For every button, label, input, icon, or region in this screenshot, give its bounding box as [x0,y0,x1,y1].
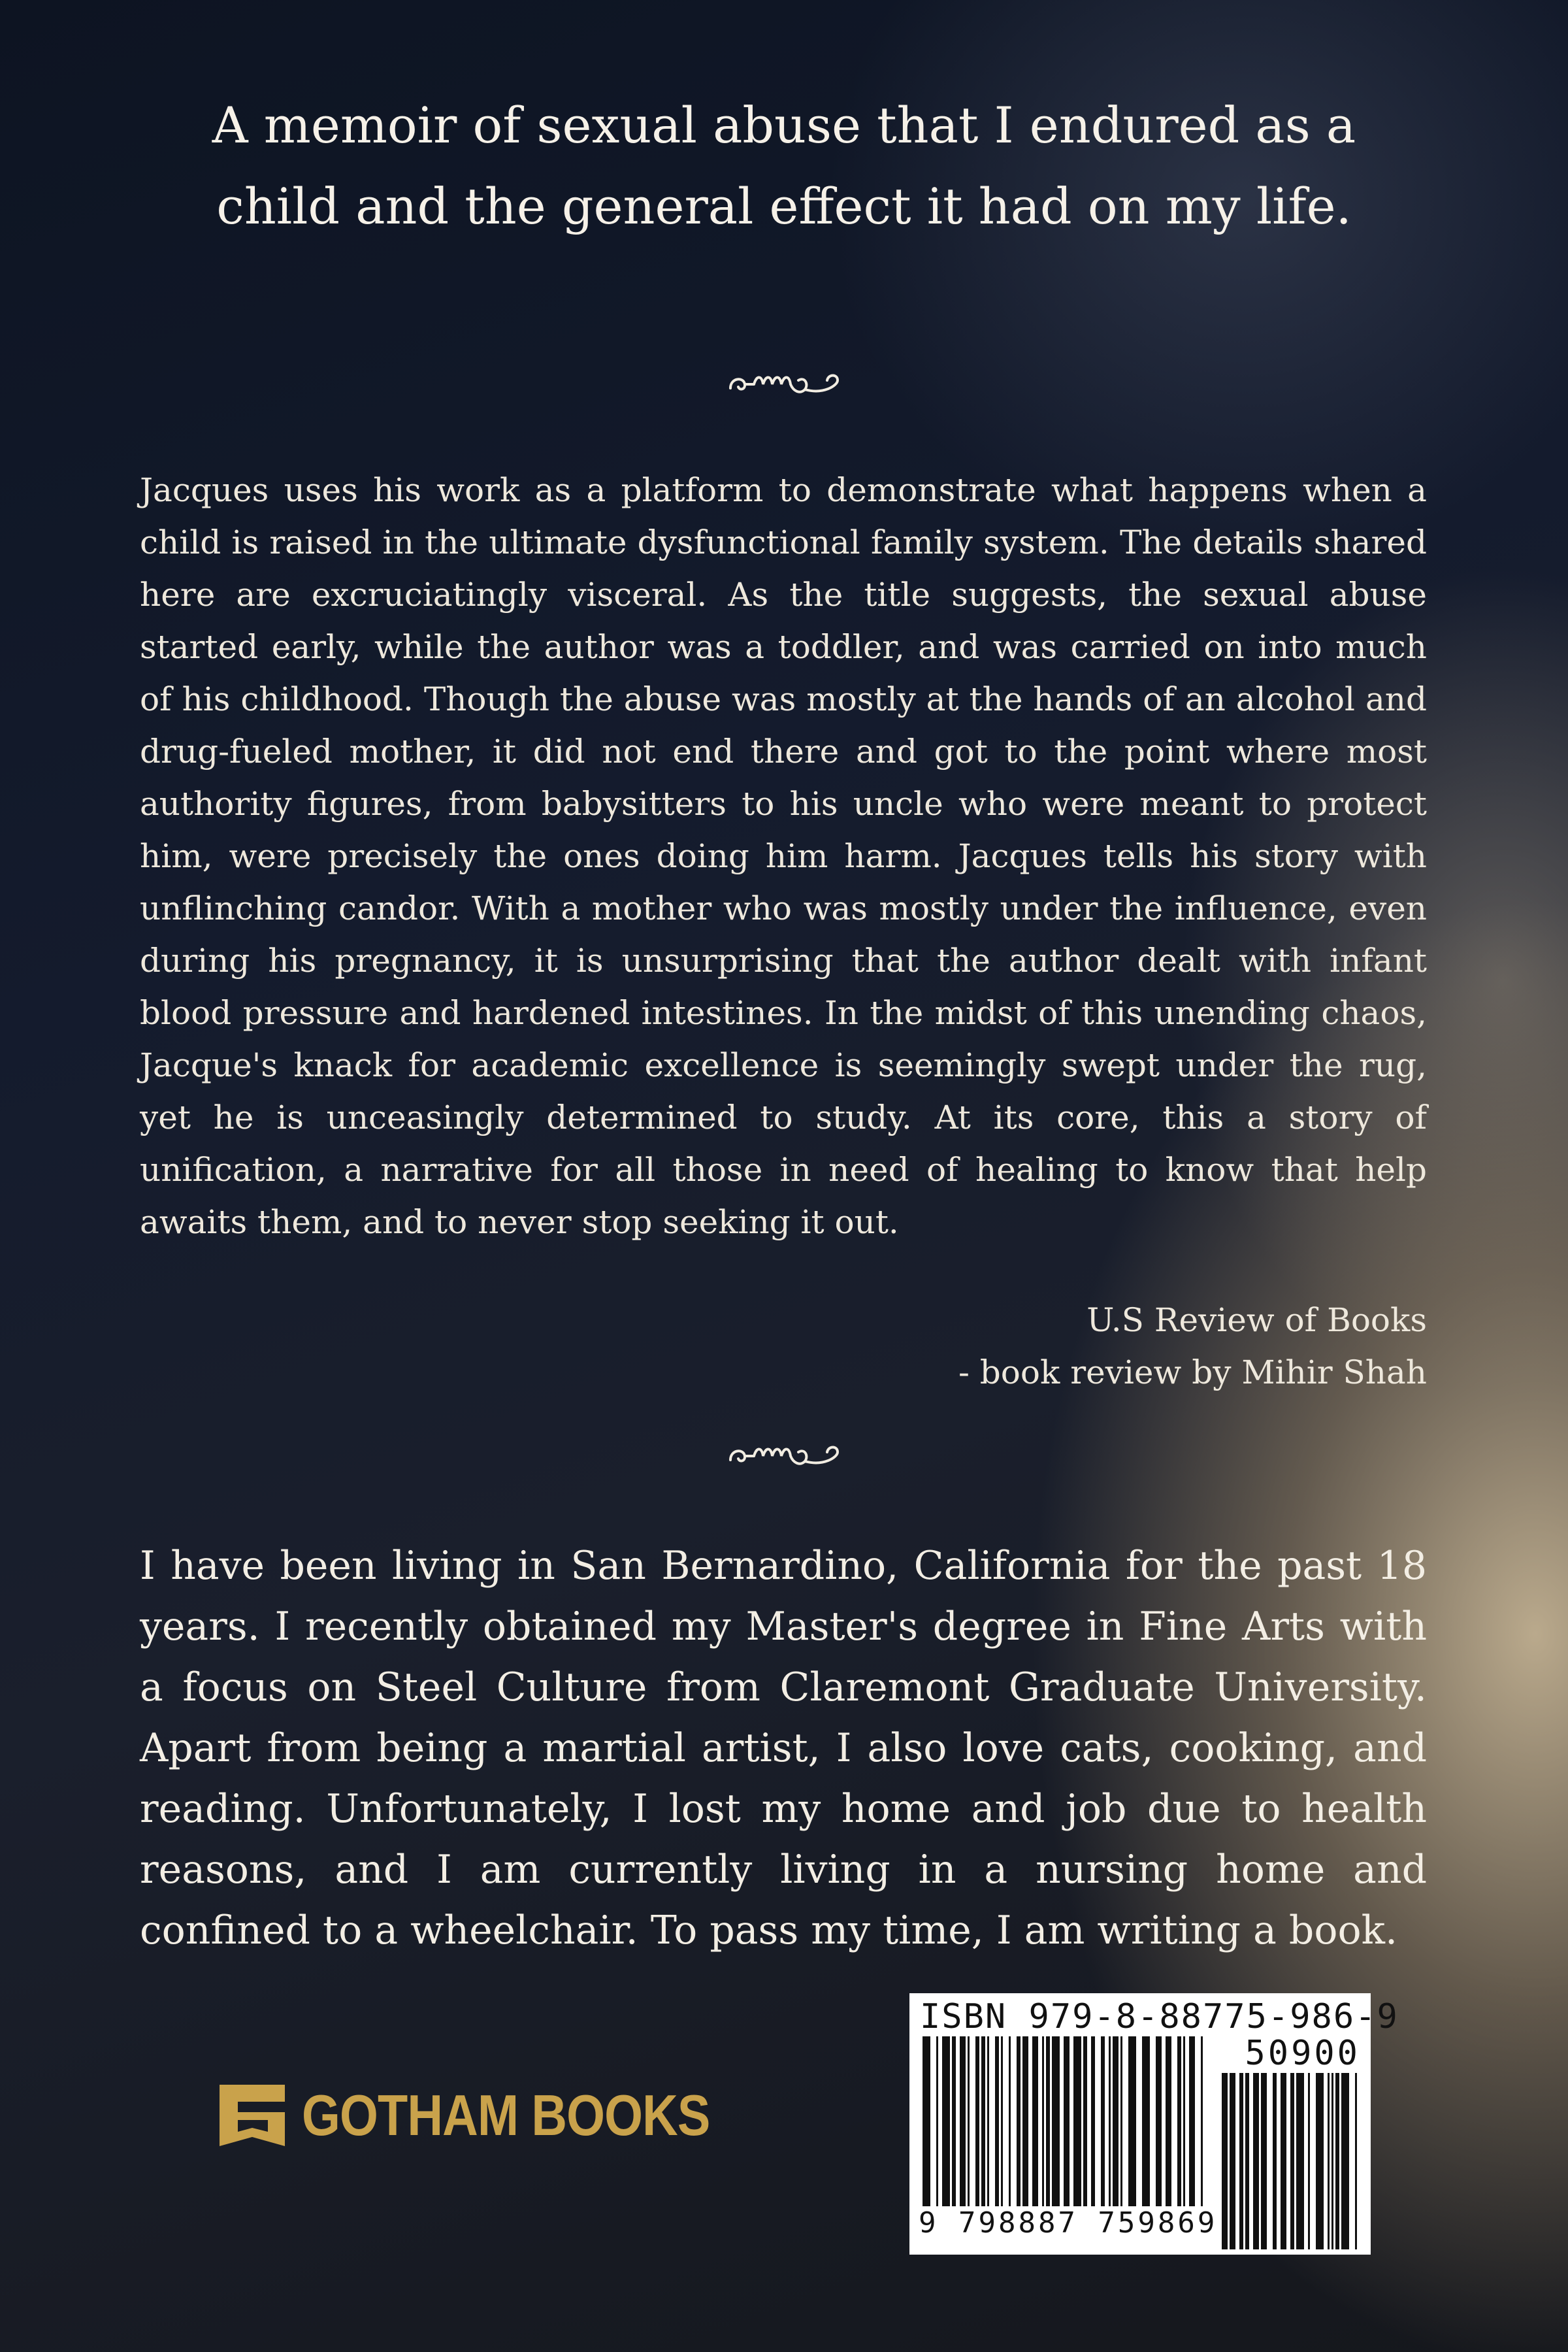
barcode-bar [1001,2036,1003,2232]
barcode-bar [1355,2073,1357,2249]
isbn-label: ISBN 979-8-88775-986-9 [920,1997,1399,2036]
price-code: 50900 [1245,2034,1360,2073]
barcode-bar [1120,2036,1122,2232]
barcode-bar [1073,2036,1081,2232]
barcode-bar [1239,2073,1243,2249]
barcode-bar [975,2036,979,2232]
gotham-books-logo-icon [216,2079,289,2151]
barcode-bar [1281,2073,1286,2249]
barcode-bar [981,2036,985,2232]
barcode-bar [968,2036,970,2232]
barcode-bar [1230,2073,1235,2249]
tagline: A memoir of sexual abuse that I endured as a child and the general effect it had on my life. [212,96,1356,235]
isbn-barcode [909,1993,1399,2255]
barcode-bar [960,2036,966,2232]
barcode-bar [1064,2036,1070,2232]
barcode-bar [995,2036,999,2232]
barcode-bar [1261,2073,1267,2249]
barcode-bar [936,2036,938,2232]
barcode-bar [1201,2036,1203,2232]
publisher-mark [216,2079,776,2151]
barcode-bar [1009,2036,1011,2232]
barcode-bar [1296,2073,1304,2249]
review-source: U.S Review of Books [1086,1301,1427,1339]
scroll-flourish-icon [725,1438,843,1474]
barcode-bar [1335,2073,1339,2249]
barcode-bar [1156,2036,1162,2232]
barcode-bar [1189,2036,1195,2232]
barcode-bar [923,2036,930,2232]
publisher-name: GOTHAM BOOKS [302,2083,710,2147]
barcode-bar [987,2036,989,2232]
author-bio: I have been living in San Bernardino, California for the past 18 years. I recently obtained my Master's degree in Fine Arts with a focus on Steel Culture from Claremont Graduate University. Apart from being a martial artist, I also love cats, cooking, and reading. Unfortunately, I lost my home and job due to health reasons, and I am currently living in a nursing home and confined to a wheelchair. To pass my time, I am writing a book. [140,1543,1427,1953]
barcode-bar [1017,2036,1021,2232]
barcode-bar [1128,2036,1136,2232]
barcode-bar [1091,2036,1095,2232]
barcode-bar [1022,2036,1028,2232]
barcode-bar [1222,2073,1228,2249]
barcode-bar [1166,2036,1171,2232]
barcode-bar [1316,2073,1324,2249]
review-text: Jacques uses his work as a platform to demonstrate what happens when a child is raised in the ultimate dysfunctional family system. The details shared here are excruciatingly visceral. As the title suggests, the sexual abuse started early, while the author was a toddler, and was carried on into much of his childhood. Though the abuse was mostly at the hands of an alcohol and drug-fueled mother, it did not end there and got to the point where most authority figures, from babysitters to his uncle who were meant to protect him, were precisely the ones doing him harm. Jacques tells his story with unflinching candor. With a mother who was mostly under the influence, even during his pregnancy, it is unsurprising that the author dealt with infant blood pressure and hardened intestines. In the midst of this unending chaos, Jacque's knack for academic excellence is seemingly swept under the rug, yet he is unceasingly determined to study. At its core, this a story of unification, a narrative for all those in need of healing to know that help awaits them, and to never stop seeking it out. [140,471,1427,1241]
barcode-bar [1177,2036,1181,2232]
barcode-bar [1253,2073,1259,2249]
barcode-addon-bars [1222,2073,1359,2249]
barcode-bars [923,2036,1203,2232]
reviewer-credit: - book review by Mihir Shah [958,1353,1427,1391]
barcode-bar [952,2036,956,2232]
barcode-bar [1245,2073,1249,2249]
barcode-bar [1308,2073,1310,2249]
barcode-bar [1101,2036,1105,2232]
barcode-bar [1042,2036,1044,2232]
barcode-bar [1052,2036,1060,2232]
barcode-bar [1273,2073,1277,2249]
barcode-bar [1331,2073,1333,2249]
barcode-bar [1183,2036,1185,2232]
scroll-flourish-icon [725,366,843,403]
barcode-number: 9 798887 759869 [915,2206,1221,2240]
barcode-bar [1113,2036,1119,2232]
barcode-bar [1109,2036,1111,2232]
barcode-bar [1083,2036,1087,2232]
barcode-bar [1142,2036,1150,2232]
barcode-bar [1032,2036,1038,2232]
barcode-bar [1328,2073,1330,2249]
barcode-bar [1046,2036,1050,2232]
barcode-bar [942,2036,950,2232]
barcode-bar [1341,2073,1349,2249]
barcode-bar [1290,2073,1294,2249]
